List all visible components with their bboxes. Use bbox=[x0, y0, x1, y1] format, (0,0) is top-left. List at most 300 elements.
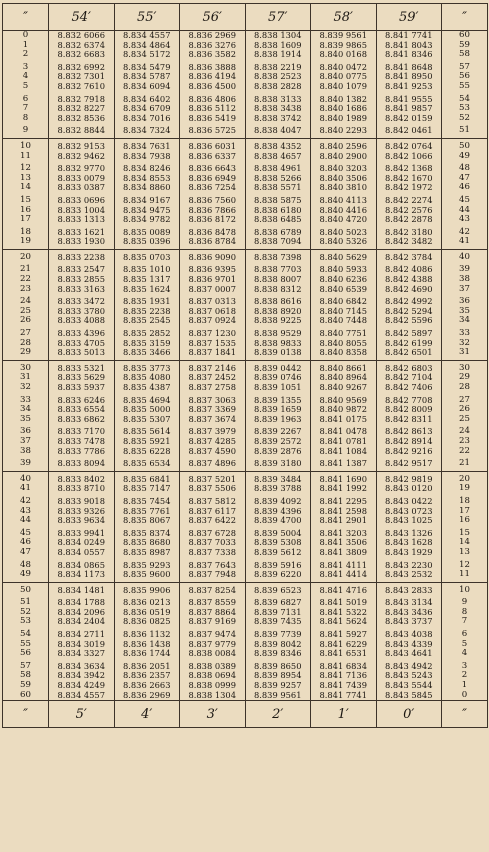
log-value-cell: 8.833 8402 bbox=[49, 471, 115, 484]
log-value-cell: 8.842 5596 bbox=[376, 316, 442, 326]
table-row bbox=[3, 294, 488, 307]
table-row bbox=[3, 249, 488, 262]
log-value-cell: 8.842 3180 bbox=[376, 225, 442, 238]
log-value-cell: 8.832 6992 bbox=[49, 60, 115, 73]
footer-seconds-left: ″ bbox=[3, 701, 49, 728]
row-seconds-complement: 6 bbox=[442, 627, 488, 640]
log-value-cell: 8.842 9819 bbox=[376, 471, 442, 484]
row-seconds: 40 bbox=[3, 471, 49, 484]
row-seconds: 53 bbox=[3, 617, 49, 627]
log-value-cell: 8.835 6534 bbox=[114, 456, 180, 471]
log-value-cell: 8.837 4896 bbox=[180, 456, 246, 471]
row-seconds-complement: 11 bbox=[442, 570, 488, 582]
log-value-cell: 8.839 8650 bbox=[245, 659, 311, 672]
log-value-cell: 8.835 8067 bbox=[114, 516, 180, 526]
row-seconds: 51 bbox=[3, 595, 49, 608]
log-value-cell: 8.841 1992 bbox=[311, 484, 377, 494]
log-value-cell: 8.832 6683 bbox=[49, 50, 115, 60]
log-value-cell: 8.836 9395 bbox=[180, 262, 246, 275]
row-seconds-complement: 44 bbox=[442, 206, 488, 216]
log-value-cell: 8.833 2855 bbox=[49, 275, 115, 285]
log-value-cell: 8.835 8680 bbox=[114, 538, 180, 548]
row-seconds: 34 bbox=[3, 405, 49, 415]
log-value-cell: 8.835 1931 bbox=[114, 294, 180, 307]
footer-minute-2: 2′ bbox=[245, 701, 311, 728]
log-value-cell: 8.835 0703 bbox=[114, 249, 180, 262]
log-value-cell: 8.842 8613 bbox=[376, 424, 442, 437]
log-value-cell: 8.840 7751 bbox=[311, 326, 377, 339]
log-value-cell: 8.839 4092 bbox=[245, 494, 311, 507]
log-value-cell: 8.840 0775 bbox=[311, 72, 377, 82]
log-value-cell: 8.833 6862 bbox=[49, 415, 115, 425]
log-value-cell: 8.838 3133 bbox=[245, 92, 311, 105]
log-value-cell: 8.839 6827 bbox=[245, 595, 311, 608]
row-seconds: 44 bbox=[3, 516, 49, 526]
log-value-cell: 8.835 1010 bbox=[114, 262, 180, 275]
footer-minute-1: 1′ bbox=[311, 701, 377, 728]
log-value-cell: 8.836 2357 bbox=[114, 671, 180, 681]
log-value-cell: 8.838 2219 bbox=[245, 60, 311, 73]
log-value-cell: 8.840 4720 bbox=[311, 215, 377, 225]
log-value-cell: 8.836 1438 bbox=[114, 640, 180, 650]
table-row bbox=[3, 671, 488, 681]
log-value-cell: 8.833 7478 bbox=[49, 437, 115, 447]
log-value-cell: 8.834 2711 bbox=[49, 627, 115, 640]
log-value-cell: 8.838 9225 bbox=[245, 316, 311, 326]
log-value-cell: 8.841 7741 bbox=[376, 31, 442, 41]
log-value-cell: 8.837 5201 bbox=[180, 471, 246, 484]
log-value-cell: 8.841 3809 bbox=[311, 548, 377, 558]
log-value-cell: 8.842 3482 bbox=[376, 237, 442, 249]
log-value-cell: 8.843 5544 bbox=[376, 681, 442, 691]
log-value-cell: 8.836 3276 bbox=[180, 41, 246, 51]
table-row bbox=[3, 659, 488, 672]
log-value-cell: 8.842 7708 bbox=[376, 393, 442, 406]
log-value-cell: 8.838 5266 bbox=[245, 174, 311, 184]
log-value-cell: 8.834 6094 bbox=[114, 82, 180, 92]
log-value-cell: 8.836 1744 bbox=[114, 649, 180, 659]
log-value-cell: 8.836 0825 bbox=[114, 617, 180, 627]
log-value-cell: 8.837 3369 bbox=[180, 405, 246, 415]
table-row bbox=[3, 415, 488, 425]
log-value-cell: 8.840 4113 bbox=[311, 193, 377, 206]
footer-minute-5: 5′ bbox=[49, 701, 115, 728]
log-value-cell: 8.843 1326 bbox=[376, 526, 442, 539]
log-value-cell: 8.839 7435 bbox=[245, 617, 311, 627]
log-value-cell: 8.843 4339 bbox=[376, 640, 442, 650]
log-value-cell: 8.838 7398 bbox=[245, 249, 311, 262]
row-seconds: 46 bbox=[3, 538, 49, 548]
log-value-cell: 8.840 3810 bbox=[311, 183, 377, 193]
log-value-cell: 8.835 9906 bbox=[114, 582, 180, 595]
log-value-cell: 8.833 9941 bbox=[49, 526, 115, 539]
row-seconds: 5 bbox=[3, 82, 49, 92]
log-value-cell: 8.837 8254 bbox=[180, 582, 246, 595]
log-value-cell: 8.833 1004 bbox=[49, 206, 115, 216]
log-value-cell: 8.837 3063 bbox=[180, 393, 246, 406]
table-row bbox=[3, 538, 488, 548]
log-value-cell: 8.837 6728 bbox=[180, 526, 246, 539]
log-value-cell: 8.840 1989 bbox=[311, 114, 377, 124]
log-value-cell: 8.842 6803 bbox=[376, 360, 442, 373]
log-value-cell: 8.832 8536 bbox=[49, 114, 115, 124]
log-value-cell: 8.835 7454 bbox=[114, 494, 180, 507]
log-value-cell: 8.837 0618 bbox=[180, 307, 246, 317]
log-value-cell: 8.840 1382 bbox=[311, 92, 377, 105]
row-seconds: 30 bbox=[3, 360, 49, 373]
log-value-cell: 8.843 1025 bbox=[376, 516, 442, 526]
log-value-cell: 8.836 3582 bbox=[180, 50, 246, 60]
row-seconds: 36 bbox=[3, 424, 49, 437]
log-value-cell: 8.840 8055 bbox=[311, 339, 377, 349]
log-value-cell: 8.842 1972 bbox=[376, 183, 442, 193]
log-value-cell: 8.839 3788 bbox=[245, 484, 311, 494]
row-seconds-complement: 9 bbox=[442, 595, 488, 608]
log-value-cell: 8.833 1621 bbox=[49, 225, 115, 238]
log-value-cell: 8.838 1914 bbox=[245, 50, 311, 60]
log-value-cell: 8.843 0120 bbox=[376, 484, 442, 494]
log-value-cell: 8.837 1230 bbox=[180, 326, 246, 339]
header-seconds-left: ″ bbox=[3, 4, 49, 31]
table-row bbox=[3, 570, 488, 582]
log-value-cell: 8.834 7016 bbox=[114, 114, 180, 124]
row-seconds: 28 bbox=[3, 339, 49, 349]
log-value-cell: 8.837 3979 bbox=[180, 424, 246, 437]
log-value-cell: 8.839 7131 bbox=[245, 608, 311, 618]
log-value-cell: 8.834 3634 bbox=[49, 659, 115, 672]
table-row bbox=[3, 161, 488, 174]
row-seconds: 0 bbox=[3, 31, 49, 41]
log-value-cell: 8.836 0213 bbox=[114, 595, 180, 608]
row-seconds-complement: 22 bbox=[442, 447, 488, 457]
row-seconds-complement: 51 bbox=[442, 123, 488, 138]
log-value-cell: 8.838 0694 bbox=[180, 671, 246, 681]
log-value-cell: 8.833 0387 bbox=[49, 183, 115, 193]
log-value-cell: 8.834 4249 bbox=[49, 681, 115, 691]
log-value-cell: 8.838 4047 bbox=[245, 123, 311, 138]
log-value-cell: 8.841 9253 bbox=[376, 82, 442, 92]
log-value-cell: 8.838 6789 bbox=[245, 225, 311, 238]
log-value-cell: 8.834 1173 bbox=[49, 570, 115, 582]
log-value-cell: 8.839 1355 bbox=[245, 393, 311, 406]
log-value-cell: 8.836 4806 bbox=[180, 92, 246, 105]
row-seconds: 39 bbox=[3, 456, 49, 471]
log-value-cell: 8.838 1304 bbox=[180, 691, 246, 701]
table-row bbox=[3, 526, 488, 539]
log-value-cell: 8.838 6180 bbox=[245, 206, 311, 216]
row-seconds-complement: 25 bbox=[442, 415, 488, 425]
table-header bbox=[3, 4, 488, 31]
log-value-cell: 8.841 8648 bbox=[376, 60, 442, 73]
log-value-cell: 8.839 2572 bbox=[245, 437, 311, 447]
log-value-cell: 8.833 9018 bbox=[49, 494, 115, 507]
row-seconds-complement: 4 bbox=[442, 649, 488, 659]
log-value-cell: 8.833 7786 bbox=[49, 447, 115, 457]
log-value-cell: 8.841 1387 bbox=[311, 456, 377, 471]
log-value-cell: 8.835 3159 bbox=[114, 339, 180, 349]
row-seconds-complement: 45 bbox=[442, 193, 488, 206]
log-value-cell: 8.841 1690 bbox=[311, 471, 377, 484]
log-value-cell: 8.835 1624 bbox=[114, 285, 180, 295]
log-value-cell: 8.835 2852 bbox=[114, 326, 180, 339]
table-row bbox=[3, 405, 488, 415]
row-seconds: 1 bbox=[3, 41, 49, 51]
log-value-cell: 8.842 6199 bbox=[376, 339, 442, 349]
log-value-cell: 8.835 6841 bbox=[114, 471, 180, 484]
log-value-cell: 8.841 6834 bbox=[311, 659, 377, 672]
log-value-cell: 8.835 5614 bbox=[114, 424, 180, 437]
log-value-cell: 8.843 4038 bbox=[376, 627, 442, 640]
row-seconds: 48 bbox=[3, 558, 49, 571]
row-seconds: 8 bbox=[3, 114, 49, 124]
log-value-cell: 8.835 2238 bbox=[114, 307, 180, 317]
table-row bbox=[3, 627, 488, 640]
log-value-cell: 8.841 5927 bbox=[311, 627, 377, 640]
table-row bbox=[3, 285, 488, 295]
row-seconds: 47 bbox=[3, 548, 49, 558]
log-value-cell: 8.838 1304 bbox=[245, 31, 311, 41]
log-value-cell: 8.843 3134 bbox=[376, 595, 442, 608]
row-seconds-complement: 59 bbox=[442, 41, 488, 51]
log-value-cell: 8.833 8094 bbox=[49, 456, 115, 471]
log-value-cell: 8.840 9872 bbox=[311, 405, 377, 415]
row-seconds: 24 bbox=[3, 294, 49, 307]
row-seconds-complement: 15 bbox=[442, 526, 488, 539]
log-value-cell: 8.833 9326 bbox=[49, 507, 115, 517]
log-value-cell: 8.837 5812 bbox=[180, 494, 246, 507]
log-value-cell: 8.838 3438 bbox=[245, 104, 311, 114]
log-value-cell: 8.839 1051 bbox=[245, 383, 311, 393]
log-value-cell: 8.834 6402 bbox=[114, 92, 180, 105]
log-value-cell: 8.838 0389 bbox=[180, 659, 246, 672]
log-value-cell: 8.843 0723 bbox=[376, 507, 442, 517]
log-value-cell: 8.834 0249 bbox=[49, 538, 115, 548]
row-seconds-complement: 24 bbox=[442, 424, 488, 437]
log-value-cell: 8.841 9857 bbox=[376, 104, 442, 114]
row-seconds: 23 bbox=[3, 285, 49, 295]
log-value-cell: 8.843 4641 bbox=[376, 649, 442, 659]
row-seconds: 2 bbox=[3, 50, 49, 60]
log-value-cell: 8.833 2238 bbox=[49, 249, 115, 262]
log-value-cell: 8.836 0519 bbox=[114, 608, 180, 618]
table-row bbox=[3, 72, 488, 82]
log-value-cell: 8.833 7170 bbox=[49, 424, 115, 437]
log-value-cell: 8.833 2547 bbox=[49, 262, 115, 275]
log-value-cell: 8.837 8864 bbox=[180, 608, 246, 618]
table-row bbox=[3, 582, 488, 595]
table-row bbox=[3, 123, 488, 138]
row-seconds: 59 bbox=[3, 681, 49, 691]
log-value-cell: 8.838 9833 bbox=[245, 339, 311, 349]
row-seconds-complement: 16 bbox=[442, 516, 488, 526]
log-value-cell: 8.841 7741 bbox=[311, 691, 377, 701]
table-row bbox=[3, 225, 488, 238]
header-minute-54: 54′ bbox=[49, 4, 115, 31]
log-value-cell: 8.833 3780 bbox=[49, 307, 115, 317]
log-value-cell: 8.833 5629 bbox=[49, 373, 115, 383]
row-seconds-complement: 58 bbox=[442, 50, 488, 60]
log-value-cell: 8.834 8860 bbox=[114, 183, 180, 193]
row-seconds: 41 bbox=[3, 484, 49, 494]
log-value-cell: 8.834 8553 bbox=[114, 174, 180, 184]
row-seconds-complement: 10 bbox=[442, 582, 488, 595]
log-value-cell: 8.841 5624 bbox=[311, 617, 377, 627]
log-value-cell: 8.832 7918 bbox=[49, 92, 115, 105]
row-seconds-complement: 18 bbox=[442, 494, 488, 507]
log-value-cell: 8.839 6220 bbox=[245, 570, 311, 582]
log-value-cell: 8.836 8478 bbox=[180, 225, 246, 238]
table-row bbox=[3, 447, 488, 457]
log-value-cell: 8.837 0007 bbox=[180, 285, 246, 295]
table-row bbox=[3, 152, 488, 162]
log-value-cell: 8.843 4942 bbox=[376, 659, 442, 672]
row-seconds: 6 bbox=[3, 92, 49, 105]
log-value-cell: 8.835 4080 bbox=[114, 373, 180, 383]
table-row bbox=[3, 383, 488, 393]
log-value-cell: 8.833 3472 bbox=[49, 294, 115, 307]
log-value-cell: 8.840 7448 bbox=[311, 316, 377, 326]
log-value-cell: 8.833 3163 bbox=[49, 285, 115, 295]
log-value-cell: 8.836 2051 bbox=[114, 659, 180, 672]
log-value-cell: 8.838 9529 bbox=[245, 326, 311, 339]
log-value-cell: 8.840 4416 bbox=[311, 206, 377, 216]
log-value-cell: 8.839 6523 bbox=[245, 582, 311, 595]
log-value-cell: 8.842 1670 bbox=[376, 174, 442, 184]
log-value-cell: 8.835 4694 bbox=[114, 393, 180, 406]
row-seconds: 35 bbox=[3, 415, 49, 425]
log-value-cell: 8.835 8987 bbox=[114, 548, 180, 558]
log-value-cell: 8.839 8042 bbox=[245, 640, 311, 650]
table-row bbox=[3, 316, 488, 326]
log-value-cell: 8.834 5479 bbox=[114, 60, 180, 73]
log-value-cell: 8.840 5629 bbox=[311, 249, 377, 262]
log-value-cell: 8.841 0175 bbox=[311, 415, 377, 425]
log-value-cell: 8.834 3942 bbox=[49, 671, 115, 681]
row-seconds: 7 bbox=[3, 104, 49, 114]
log-value-cell: 8.834 4557 bbox=[49, 691, 115, 701]
log-value-cell: 8.842 7104 bbox=[376, 373, 442, 383]
table-row bbox=[3, 640, 488, 650]
row-seconds-complement: 14 bbox=[442, 538, 488, 548]
log-value-cell: 8.840 0472 bbox=[311, 60, 377, 73]
log-value-cell: 8.836 7866 bbox=[180, 206, 246, 216]
log-value-cell: 8.841 2295 bbox=[311, 494, 377, 507]
log-value-cell: 8.843 5845 bbox=[376, 691, 442, 701]
log-value-cell: 8.834 2404 bbox=[49, 617, 115, 627]
log-value-cell: 8.836 3888 bbox=[180, 60, 246, 73]
table-row bbox=[3, 307, 488, 317]
log-value-cell: 8.833 5937 bbox=[49, 383, 115, 393]
table-row bbox=[3, 471, 488, 484]
log-value-cell: 8.832 9153 bbox=[49, 138, 115, 151]
table-row bbox=[3, 275, 488, 285]
table-row bbox=[3, 92, 488, 105]
row-seconds: 26 bbox=[3, 316, 49, 326]
log-value-cell: 8.843 3737 bbox=[376, 617, 442, 627]
log-value-cell: 8.841 1084 bbox=[311, 447, 377, 457]
log-value-cell: 8.841 7136 bbox=[311, 671, 377, 681]
table-row bbox=[3, 507, 488, 517]
log-value-cell: 8.837 4285 bbox=[180, 437, 246, 447]
log-value-cell: 8.842 2576 bbox=[376, 206, 442, 216]
log-value-cell: 8.843 1929 bbox=[376, 548, 442, 558]
log-value-cell: 8.842 1066 bbox=[376, 152, 442, 162]
log-value-cell: 8.841 2598 bbox=[311, 507, 377, 517]
log-value-cell: 8.839 9257 bbox=[245, 681, 311, 691]
table-row bbox=[3, 681, 488, 691]
log-value-cell: 8.843 3436 bbox=[376, 608, 442, 618]
log-value-cell: 8.841 0781 bbox=[311, 437, 377, 447]
log-value-cell: 8.836 9090 bbox=[180, 249, 246, 262]
row-seconds-complement: 17 bbox=[442, 507, 488, 517]
log-value-cell: 8.837 8559 bbox=[180, 595, 246, 608]
row-seconds-complement: 47 bbox=[442, 174, 488, 184]
log-value-cell: 8.836 1132 bbox=[114, 627, 180, 640]
table-row bbox=[3, 348, 488, 360]
row-seconds-complement: 43 bbox=[442, 215, 488, 225]
row-seconds: 38 bbox=[3, 447, 49, 457]
row-seconds-complement: 46 bbox=[442, 183, 488, 193]
row-seconds-complement: 36 bbox=[442, 294, 488, 307]
row-seconds-complement: 52 bbox=[442, 114, 488, 124]
table-row bbox=[3, 516, 488, 526]
row-seconds: 31 bbox=[3, 373, 49, 383]
row-seconds: 13 bbox=[3, 174, 49, 184]
log-value-cell: 8.838 4352 bbox=[245, 138, 311, 151]
log-value-cell: 8.842 7406 bbox=[376, 383, 442, 393]
log-value-cell: 8.834 0557 bbox=[49, 548, 115, 558]
header-minute-58: 58′ bbox=[311, 4, 377, 31]
row-seconds: 21 bbox=[3, 262, 49, 275]
log-value-cell: 8.834 5172 bbox=[114, 50, 180, 60]
log-value-cell: 8.834 5787 bbox=[114, 72, 180, 82]
log-value-cell: 8.837 3674 bbox=[180, 415, 246, 425]
log-value-cell: 8.836 6949 bbox=[180, 174, 246, 184]
log-value-cell: 8.837 2146 bbox=[180, 360, 246, 373]
row-seconds: 29 bbox=[3, 348, 49, 360]
log-value-cell: 8.838 3742 bbox=[245, 114, 311, 124]
log-value-cell: 8.839 3484 bbox=[245, 471, 311, 484]
log-value-cell: 8.835 1317 bbox=[114, 275, 180, 285]
row-seconds-complement: 26 bbox=[442, 405, 488, 415]
log-value-cell: 8.838 8616 bbox=[245, 294, 311, 307]
table-row bbox=[3, 595, 488, 608]
log-value-cell: 8.835 7147 bbox=[114, 484, 180, 494]
log-value-cell: 8.839 9561 bbox=[245, 691, 311, 701]
log-value-cell: 8.838 4657 bbox=[245, 152, 311, 162]
log-value-cell: 8.838 5875 bbox=[245, 193, 311, 206]
row-seconds-complement: 35 bbox=[442, 307, 488, 317]
log-value-cell: 8.837 0924 bbox=[180, 316, 246, 326]
log-value-cell: 8.843 2230 bbox=[376, 558, 442, 571]
log-value-cell: 8.843 1628 bbox=[376, 538, 442, 548]
row-seconds-complement: 40 bbox=[442, 249, 488, 262]
footer-seconds-right: ″ bbox=[442, 701, 488, 728]
table-row bbox=[3, 60, 488, 73]
log-value-cell: 8.840 6842 bbox=[311, 294, 377, 307]
log-value-cell: 8.841 6229 bbox=[311, 640, 377, 650]
log-value-cell: 8.834 1788 bbox=[49, 595, 115, 608]
table-row bbox=[3, 174, 488, 184]
row-seconds-complement: 34 bbox=[442, 316, 488, 326]
row-seconds: 27 bbox=[3, 326, 49, 339]
row-seconds: 25 bbox=[3, 307, 49, 317]
log-value-cell: 8.841 4716 bbox=[311, 582, 377, 595]
log-value-cell: 8.841 9555 bbox=[376, 92, 442, 105]
log-value-cell: 8.840 2293 bbox=[311, 123, 377, 138]
log-value-cell: 8.832 9770 bbox=[49, 161, 115, 174]
row-seconds: 18 bbox=[3, 225, 49, 238]
